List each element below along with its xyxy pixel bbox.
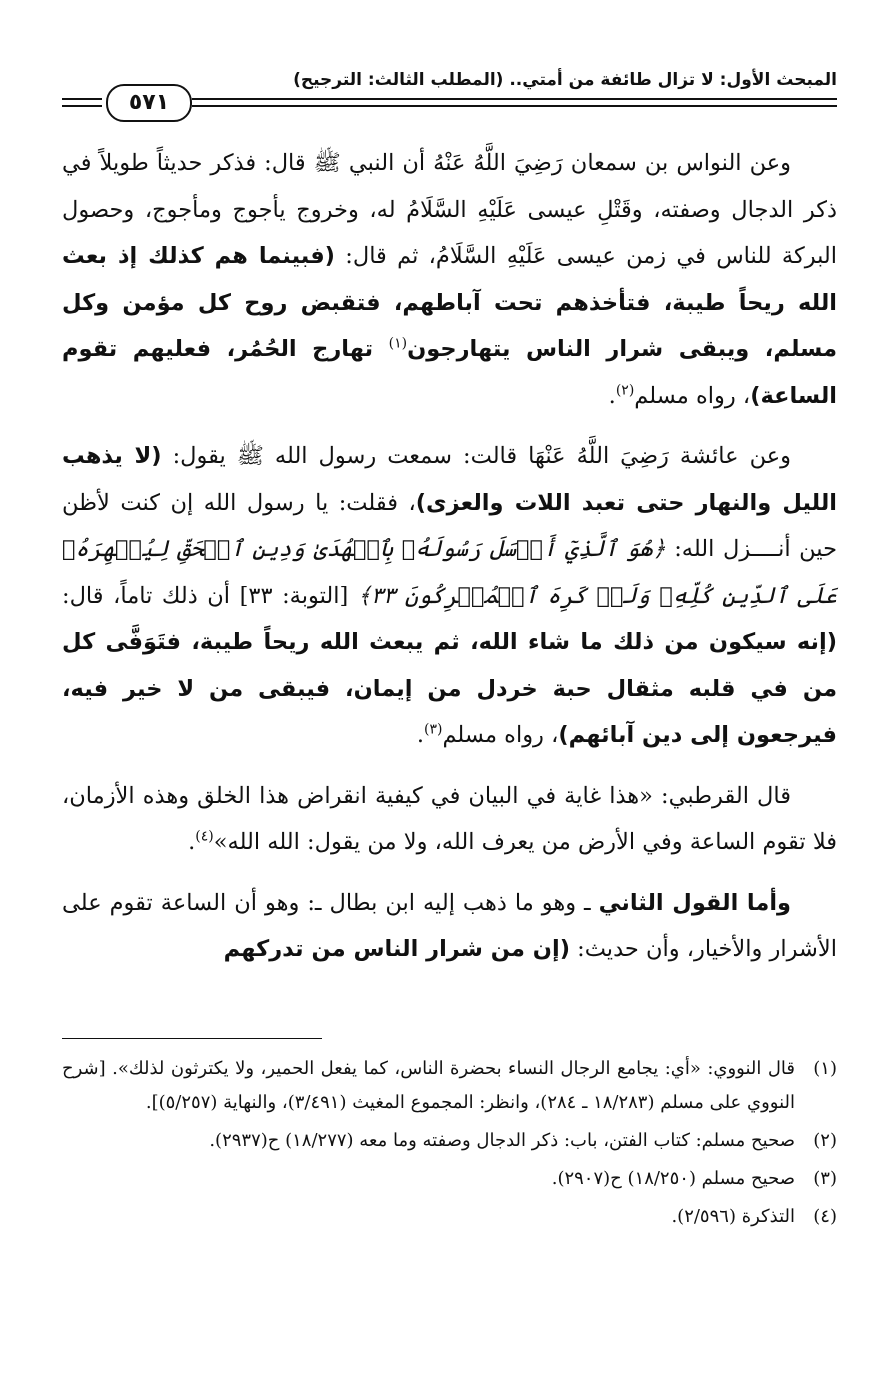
footnote-separator [62, 1038, 322, 1039]
footnote-number: (٣) [813, 1168, 837, 1189]
footnote-item [62, 1200, 837, 1234]
text-segment: [التوبة: ٣٣] أن ذلك تاماً، قال: [62, 582, 358, 609]
footnote-number: (٤) [813, 1206, 837, 1227]
section-lead-bold: وأما القول الثاني [598, 889, 792, 916]
page-number: ٥٧١ [106, 84, 192, 122]
paragraph-1 [62, 140, 837, 419]
text-segment: . [188, 829, 196, 855]
paragraph-2 [62, 433, 837, 759]
footnote-text: التذكرة (٢/٥٩٦). [671, 1206, 795, 1227]
footnote-ref-1[interactable]: (١) [388, 335, 408, 352]
footnote-text: قال النووي: «أي: يجامع الرجال النساء بحضرة الناس، كما يفعل الحمير، ولا يكترثون لذلك». [شرح النووي على مسلم (١٨/٢٨٣ ـ ٢٨٤)، وانظر: المجموع المغيث (٣/٤٩١)، والنهاية (٥/٢٥٧)]. [62, 1058, 795, 1113]
footnote-text: صحيح مسلم: كتاب الفتن، باب: ذكر الدجال وصفته وما معه (١٨/٢٧٧) ح(٢٩٣٧). [209, 1130, 795, 1151]
text-segment: وعن عائشة رَضِيَ اللَّهُ عَنْهَا قالت: سمعت رسول الله ﷺ يقول: [161, 443, 791, 469]
text-segment: . [416, 722, 424, 748]
text-segment: ، رواه مسلم [634, 382, 751, 409]
text-segment: وعن النواس بن سمعان رَضِيَ اللَّهُ عَنْهُ أن النبي ﷺ قال: فذكر حديثاً طويلاً في ذكر الدجال وصفته، وقَتْلِ عيسى عَلَيْهِ السَّلَامُ له، وخروج يأجوج ومأجوج، وحصول البركة للناس في زمن عيسى عَلَيْهِ السَّلَامُ، ثم قال: [62, 150, 838, 269]
text-segment: ، فقلت: يا رسول الله إن كنت لأظن حين أنــــزل الله: [62, 489, 838, 562]
running-header-title: المبحث الأول: لا تزال طائفة من أمتي.. (المطلب الثالث: الترجيح) [293, 70, 837, 90]
footnote-ref-2[interactable]: (٢) [615, 382, 635, 398]
text-segment: قال القرطبي: «هذا غاية في البيان في كيفية انقراض هذا الخلق وهذه الأزمان، فلا تقوم الساعة وفي الأرض من يعرف الله، ولا من يقول: الله الله» [62, 782, 837, 855]
header-rule-left [62, 98, 102, 107]
footnote-number: (١) [813, 1058, 837, 1079]
hadith-bold-text: (فبينما هم كذلك إذ بعث الله ريحاً طيبة، فتأخذهم تحت آباطهم، فتقبض روح كل مؤمن وكل مسلم، ويبقى شرار الناس يتهارجون [62, 243, 838, 362]
hadith-bold-text: تهارج الحُمُر، فعليهم تقوم الساعة) [62, 336, 837, 409]
footnote-item [62, 1124, 837, 1158]
hadith-bold-text: (لا يذهب الليل والنهار حتى تعبد اللات والعزى) [62, 443, 837, 516]
paragraph-4 [62, 880, 837, 973]
main-text [62, 140, 837, 987]
paragraph-3 [62, 773, 837, 866]
text-segment: ـ وهو ما ذهب إليه ابن بطال ـ: وهو أن الساعة تقوم على الأشرار والأخيار، وأن حديث: [62, 889, 837, 962]
text-segment: ، رواه مسلم [442, 722, 559, 748]
footnotes [62, 1052, 837, 1238]
footnote-ref-3[interactable]: (٣) [423, 721, 443, 738]
quran-verse: ﴿هُوَ ٱلَّذِيٓ أَرۡسَلَ رَسُولَهُۥ بِٱلۡهُدَىٰ وَدِينِ ٱلۡحَقِّ لِيُظۡهِرَهُۥ عَلَى ٱلدِّينِ كُلِّهِۦ وَلَوۡ كَرِهَ ٱلۡمُشۡرِكُونَ ٣٣﴾ [62, 536, 838, 609]
text-segment: . [608, 382, 616, 409]
footnote-item [62, 1162, 837, 1196]
footnote-ref-4[interactable]: (٤) [195, 828, 214, 845]
footnote-item [62, 1052, 837, 1120]
footnote-number: (٢) [813, 1130, 837, 1151]
hadith-bold-text: (إنه سيكون من ذلك ما شاء الله، ثم يبعث الله ريحاً طيبة، فتَوَفَّى كل من في قلبه مثقال حبة خردل من إيمان، فيبقى من لا خير فيه، فيرجعون إلى دين آبائهم) [62, 629, 837, 748]
footnote-text: صحيح مسلم (١٨/٢٥٠) ح(٢٩٠٧). [551, 1168, 795, 1189]
header-rule [192, 98, 837, 107]
hadith-bold-text: (إن من شرار الناس من تدركهم [223, 936, 570, 962]
